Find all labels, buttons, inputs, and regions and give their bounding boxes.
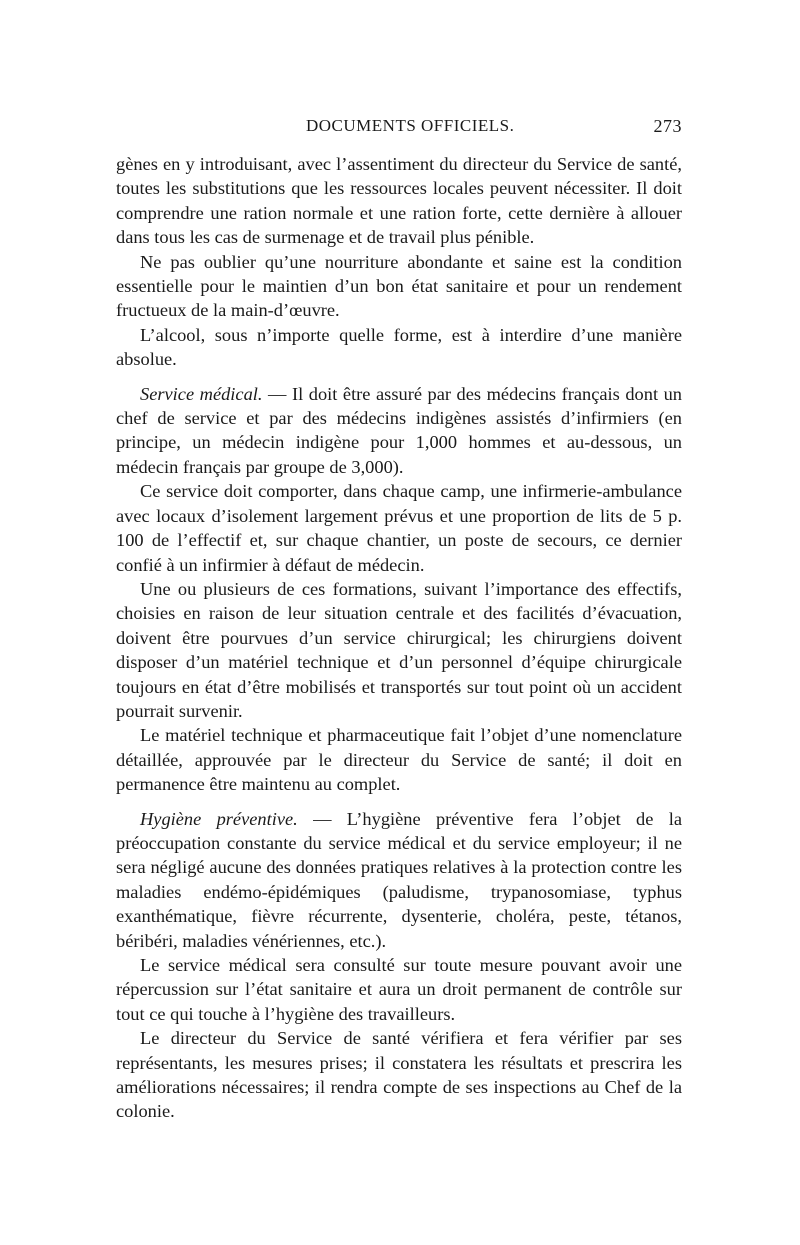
section-heading: Hygiène préventive.: [140, 808, 298, 829]
section-heading: Service médical.: [140, 383, 263, 404]
paragraph-infirmerie: [116, 479, 682, 577]
running-title: DOCUMENTS OFFICIELS.: [306, 116, 515, 135]
paragraph-text: Le service médical sera consulté sur toute mesure pouvant avoir une répercussion sur l’état sanitaire et aura un droit permanent de contrôle sur tout ce qui touche à l’hygiène des travailleurs.: [116, 955, 682, 1024]
paragraph-hygiene-preventive: [116, 807, 682, 953]
paragraph-text: — L’hygiène préventive fera l’objet de la préoccupation constante du service médical et du service employeur; il ne sera négligé aucune des données pratiques relatives à la protection contre les maladies endémo-épidémiques (paludisme, trypanosomiase, typhus exanthématique, fièvre récurrente, dysenterie, choléra, peste, tétanos, béribéri, maladies vénériennes, etc.).: [116, 808, 682, 951]
paragraph-consultation: [116, 953, 682, 1026]
book-page: [116, 0, 682, 1245]
running-header: [116, 116, 682, 140]
page-body: [116, 152, 682, 1124]
page-number: 273: [653, 116, 682, 136]
paragraph-text: Le matériel technique et pharmaceutique fait l’objet d’une nomenclature détaillée, approuvée par le directeur du Service de santé; il doit en permanence être maintenu au complet.: [116, 725, 682, 795]
paragraph-formations: [116, 577, 682, 723]
paragraph-rations: [116, 152, 682, 250]
paragraph-alcool: [116, 323, 682, 372]
paragraph-text: Le directeur du Service de santé vérifiera et fera vérifier par ses représentants, les mesures prises; il constatera les résultats et prescrira les améliorations nécessaires; il rendra compte de ses inspections au Chef de la colonie.: [116, 1028, 682, 1122]
paragraph-text: — Il doit être assuré par des médecins français dont un chef de service et par des médecins indigènes assistés d’infirmiers (en principe, un médecin indigène pour 1,000 hommes et au-dessous, un médecin français par groupe de 3,000).: [116, 383, 682, 477]
paragraph-text: gènes en y introduisant, avec l’assentiment du directeur du Service de santé, toutes les substitutions que les ressources locales peuvent nécessiter. Il doit comprendre une ration normale et une ration forte, cette dernière à allouer dans tous les cas de surmenage et de travail plus pénible.: [116, 154, 682, 248]
paragraph-text: Ce service doit comporter, dans chaque camp, une infirmerie-ambulance avec locaux d’isolement largement prévus et une proportion de lits de 5 p. 100 de l’effectif et, sur chaque chantier, un poste de secours, ce dernier confié à un infirmier à défaut de médecin.: [116, 481, 682, 575]
paragraph-materiel: [116, 723, 682, 796]
paragraph-text: Une ou plusieurs de ces formations, suivant l’importance des effectifs, choisies en raison de leur situation centrale et des facilités d’évacuation, doivent être pourvues d’un service chirurgical; les chirurgiens doivent disposer d’un matériel technique et d’un personnel d’équipe chirurgicale toujours en état d’être mobilisés et transportés sur tout point où un accident pourrait survenir.: [116, 578, 682, 721]
paragraph-nourriture: [116, 250, 682, 323]
paragraph-text: L’alcool, sous n’importe quelle forme, est à interdire d’une manière absolue.: [116, 324, 682, 370]
paragraph-directeur: [116, 1026, 682, 1124]
paragraph-service-medical: [116, 382, 682, 480]
paragraph-text: Ne pas oublier qu’une nourriture abondante et saine est la condition essentielle pour le maintien d’un bon état sanitaire et pour un rendement fructueux de la main-d’œuvre.: [116, 251, 682, 321]
